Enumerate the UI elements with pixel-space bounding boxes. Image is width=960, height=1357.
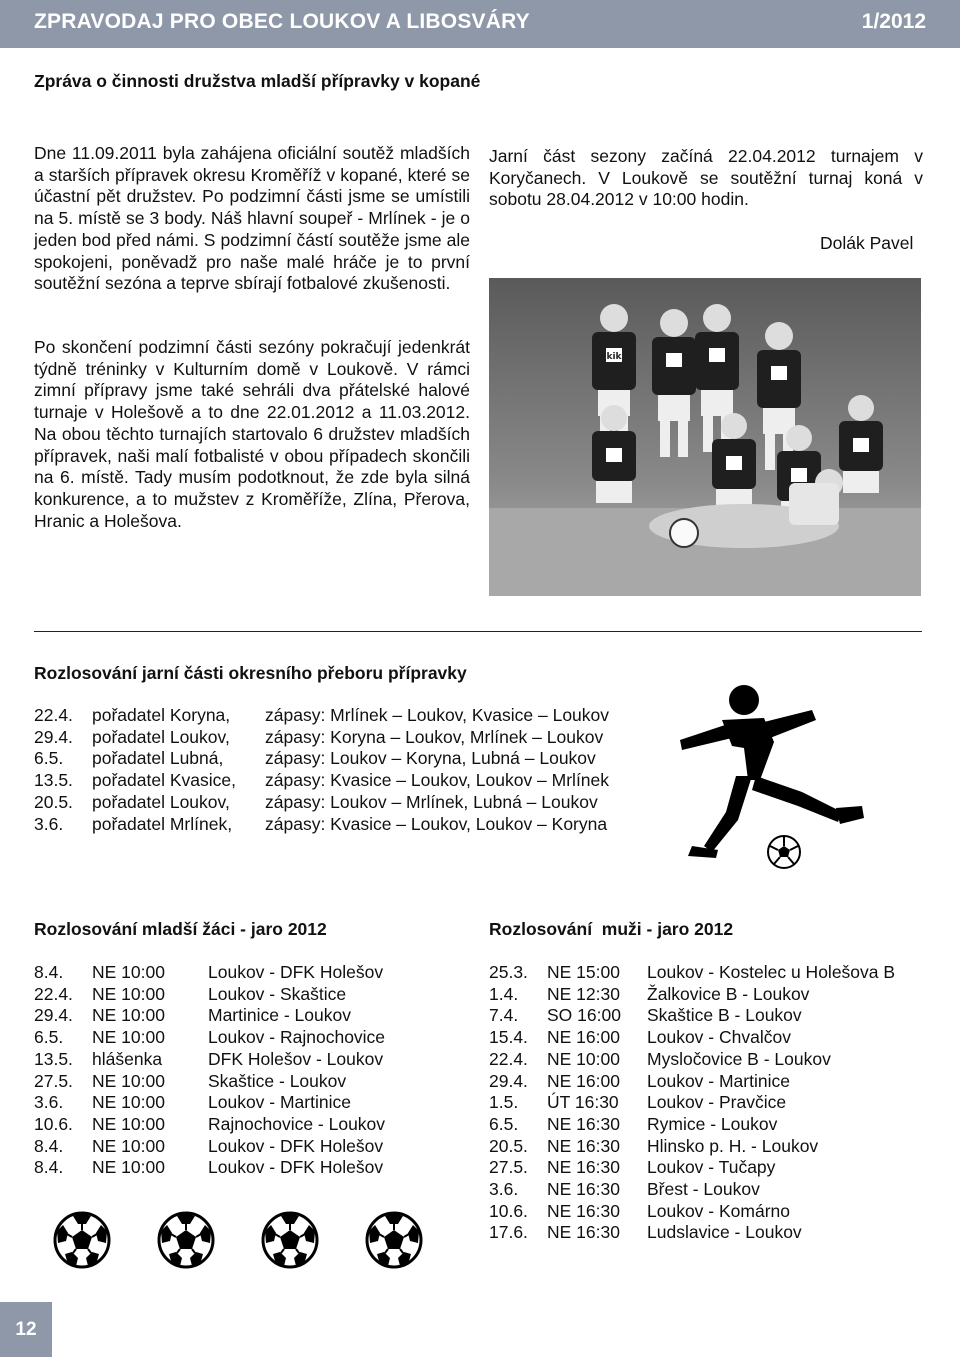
table-row [34,1157,385,1179]
cell-time: NE 16:30 [547,1222,620,1243]
cell-time: NE 12:30 [547,983,620,1004]
cell-date: 1.4. [489,983,519,1004]
schedule-muzi-table [489,962,895,1244]
cell-matches: zápasy: Kvasice – Loukov, Loukov – Koryna [265,813,608,834]
page-number-box [0,1302,52,1357]
table-row [34,1136,385,1158]
cell-time: NE 10:00 [92,1157,165,1178]
table-row [34,814,609,836]
cell-date: 10.6. [489,1200,528,1221]
cell-match: Hlinsko p. H. - Loukov [647,1135,819,1156]
cell-match: Loukov - Pravčice [647,1092,787,1113]
cell-date: 15.4. [489,1027,528,1048]
cell-match: Rajnochovice - Loukov [208,1113,386,1134]
cell-time: NE 10:00 [92,1113,165,1134]
cell-match: Loukov - DFK Holešov [208,1157,384,1178]
cell-date: 29.4. [34,726,73,747]
table-row [489,1179,895,1201]
jersey-logo: kik [606,352,622,362]
cell-host: pořadatel Loukov, [92,726,230,747]
cell-date: 13.5. [34,770,73,791]
cell-time: NE 16:30 [547,1200,620,1221]
cell-match: Loukov - Rajnochovice [208,1027,386,1048]
table-row [34,1049,385,1071]
cell-time: NE 16:00 [547,1070,620,1091]
cell-match: Loukov - Skaštice [208,983,347,1004]
cell-match: Žalkovice B - Loukov [647,983,810,1004]
table-row [34,705,609,727]
cell-time: NE 10:00 [92,1070,165,1091]
cell-host: pořadatel Koryna, [92,705,231,725]
table-row [34,984,385,1006]
table-row [34,962,385,984]
soccer-ball-icon [367,1213,421,1267]
cell-time: NE 16:30 [547,1135,620,1156]
cell-time: NE 10:00 [92,1092,165,1113]
table-row [489,962,895,984]
cell-time: NE 10:00 [547,1048,620,1069]
cell-time: NE 10:00 [92,1027,165,1048]
table-row [489,1157,895,1179]
cell-match: Mysločovice B - Loukov [647,1048,831,1069]
schedule-zaci-title: Rozlosování mladší žáci - jaro 2012 [34,919,327,939]
table-row [489,1201,895,1223]
cell-date: 3.6. [34,1092,64,1113]
cell-time: hlášenka [92,1048,163,1069]
cell-date: 8.4. [34,1157,64,1178]
cell-time: NE 16:30 [547,1179,620,1200]
cell-time: NE 10:00 [92,1005,165,1026]
cell-time: NE 16:30 [547,1113,620,1134]
cell-match: Břest - Loukov [647,1179,760,1200]
table-row [489,1136,895,1158]
cell-date: 13.5. [34,1048,73,1069]
cell-match: Skaštice - Loukov [208,1070,347,1091]
cell-match: Loukov - Kostelec u Holešova B [647,962,896,982]
cell-time: NE 10:00 [92,962,165,982]
cell-match: Loukov - Chvalčov [647,1027,791,1048]
cell-time: NE 16:00 [547,1027,620,1048]
cell-date: 17.6. [489,1222,528,1243]
table-row [34,748,609,770]
section-divider [34,631,922,632]
cell-match: Rymice - Loukov [647,1113,778,1134]
cell-time: NE 10:00 [92,1135,165,1156]
table-row [489,1027,895,1049]
cell-match: Skaštice B - Loukov [647,1005,802,1026]
table-row [489,1222,895,1244]
table-row [489,1114,895,1136]
cell-date: 27.5. [34,1070,73,1091]
cell-matches: zápasy: Kvasice – Loukov, Loukov – Mrlínek [265,770,610,791]
cell-host: pořadatel Lubná, [92,748,224,769]
table-row [489,1005,895,1027]
cell-host: pořadatel Loukov, [92,791,230,812]
cell-date: 20.5. [34,791,73,812]
cell-match: Loukov - DFK Holešov [208,962,384,982]
cell-matches: zápasy: Koryna – Loukov, Mrlínek – Loukov [265,726,604,747]
soccer-ball-icon [159,1213,213,1267]
schedule-pripravky-title: Rozlosování jarní části okresního přeboru přípravky [34,663,467,683]
cell-match: Loukov - Martinice [647,1070,790,1091]
cell-date: 20.5. [489,1135,528,1156]
cell-matches: zápasy: Loukov – Mrlínek, Lubná – Loukov [265,791,598,812]
cell-matches: zápasy: Loukov – Koryna, Lubná – Loukov [265,748,596,769]
cell-matches: zápasy: Mrlínek – Loukov, Kvasice – Loukov [265,705,610,725]
table-row [34,1027,385,1049]
newsletter-title: ZPRAVODAJ PRO OBEC LOUKOV A LIBOSVÁRY [34,10,530,33]
cell-match: Loukov - DFK Holešov [208,1135,384,1156]
soccer-ball-icon [55,1213,109,1267]
soccer-ball-icon [768,836,800,868]
table-row [489,984,895,1006]
cell-match: Loukov - Komárno [647,1200,790,1221]
page-header [0,0,960,48]
cell-date: 22.4. [489,1048,528,1069]
article-paragraph-1: Dne 11.09.2011 byla zahájena oficiální soutěž mladších a starších přípravek okresu Kroměříž v kopané, které se účastní pět družstev. Po podzimní části jsme se umístili na 5. místě se 3 body. Náš hlavní soupeř - Mrlínek - je o jeden bod před námi. S podzimní částí soutěže jsme ale spokojeni, poněvadž pro naše malé hráče je to první soutěžní sezóna a teprve sbírají fotbalové zkušenosti. [34,143,470,294]
cell-match: Ludslavice - Loukov [647,1222,802,1243]
cell-time: NE 15:00 [547,962,620,982]
cell-date: 29.4. [34,1005,73,1026]
cell-date: 25.3. [489,962,528,982]
table-row [489,1049,895,1071]
schedule-pripravky-table [34,705,609,835]
soccer-ball-icon [263,1213,317,1267]
cell-match: Martinice - Loukov [208,1005,351,1026]
article-title: Zpráva o činnosti družstva mladší přípravky v kopané [34,71,481,91]
table-row [34,770,609,792]
cell-time: NE 10:00 [92,983,165,1004]
cell-date: 3.6. [489,1179,519,1200]
cell-match: Loukov - Martinice [208,1092,351,1113]
cell-date: 8.4. [34,1135,64,1156]
team-photo [489,278,921,596]
cell-time: NE 16:30 [547,1157,620,1178]
cell-date: 1.5. [489,1092,519,1113]
table-row [34,792,609,814]
cell-match: Loukov - Tučapy [647,1157,776,1178]
cell-date: 10.6. [34,1113,73,1134]
table-row [34,1005,385,1027]
cell-host: pořadatel Kvasice, [92,770,236,791]
table-row [34,1071,385,1093]
article-paragraph-3: Jarní část sezony začíná 22.04.2012 turnajem v Koryčanech. V Loukově se soutěžní turnaj koná v sobotu 28.04.2012 v 10:00 hodin. [489,146,923,210]
cell-date: 7.4. [489,1005,519,1026]
table-row [34,1114,385,1136]
table-row [489,1071,895,1093]
cell-date: 22.4. [34,705,73,725]
cell-date: 22.4. [34,983,73,1004]
cell-date: 29.4. [489,1070,528,1091]
cell-date: 27.5. [489,1157,528,1178]
cell-date: 6.5. [489,1113,519,1134]
football-player-silhouette [652,680,942,870]
page-number: 12 [15,1319,37,1340]
cell-date: 6.5. [34,1027,64,1048]
cell-host: pořadatel Mrlínek, [92,813,233,834]
table-row [34,1092,385,1114]
issue-number: 1/2012 [861,10,926,33]
soccer-balls-decoration [50,1210,490,1270]
cell-date: 6.5. [34,748,64,769]
cell-date: 8.4. [34,962,64,982]
article-author: Dolák Pavel [820,233,914,253]
table-row [489,1092,895,1114]
schedule-zaci-table [34,962,385,1179]
article-paragraph-2: Po skončení podzimní části sezóny pokračují jedenkrát týdně tréninky v Kulturním domě v Loukově. V rámci zimní přípravy jsme také sehráli dva přátelské halové turnaje v Holešově a to dne 22.01.2012 a 11.03.2012. Na obou těchto turnajích startovalo 6 družstev mladších přípravek, naši malí fotbalisté v obou případech skončili na 6. místě. Tady musím podotknout, že zde byla silná konkurence, a to mužstev z Kroměříže, Zlína, Přerova, Hranic a Holešova. [34,337,470,531]
cell-match: DFK Holešov - Loukov [208,1048,384,1069]
cell-date: 3.6. [34,813,64,834]
table-row [34,727,609,749]
cell-time: ÚT 16:30 [547,1092,619,1113]
schedule-muzi-title: Rozlosování muži - jaro 2012 [489,919,734,939]
cell-time: SO 16:00 [547,1005,621,1026]
